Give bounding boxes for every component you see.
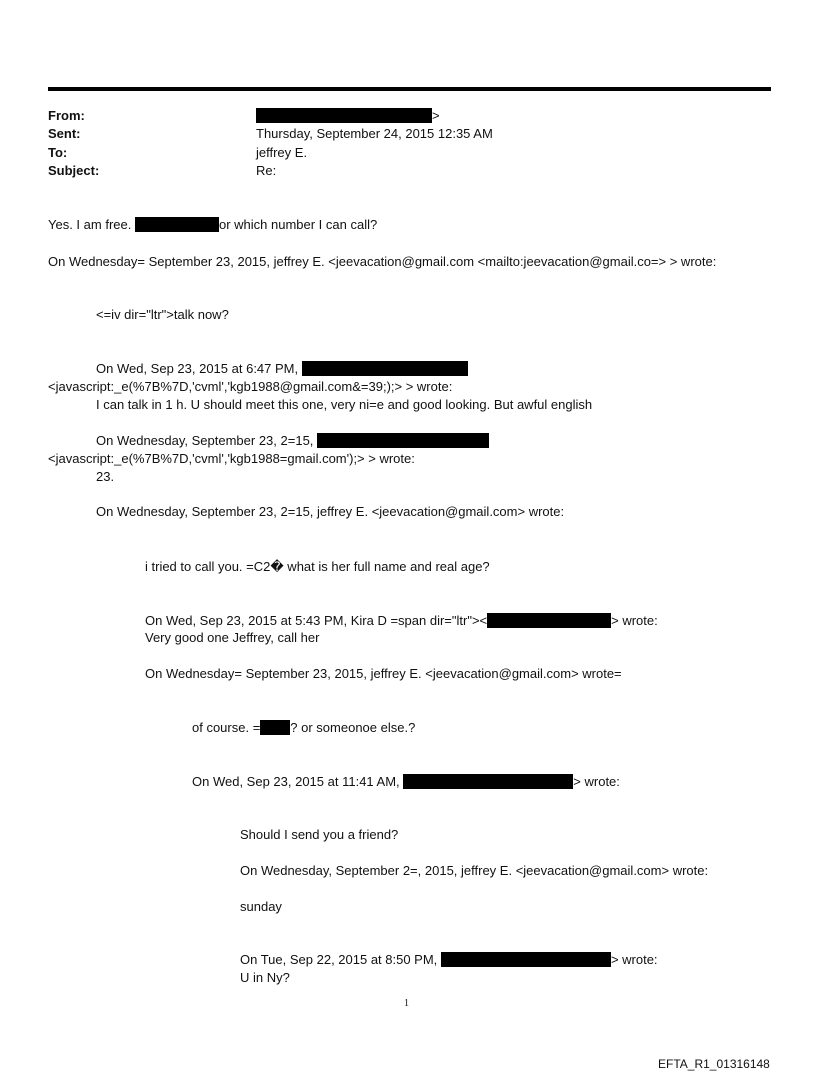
quoted-text-6-start: of course. = xyxy=(192,720,261,735)
from-label: From: xyxy=(48,108,85,123)
redaction-block xyxy=(317,433,489,448)
reply-text-start: Yes. I am free. xyxy=(48,217,132,232)
quote-header-8: On Wednesday, September 2=, 2015, jeffrey E. <jeevacation@gmail.com> wrote: xyxy=(240,863,709,878)
quote-header-9-suffix: > wrote: xyxy=(610,952,658,967)
bates-number: EFTA_R1_01316148 xyxy=(658,1057,770,1071)
reply-line xyxy=(48,217,377,233)
quoted-text-6-end: ? or someonoe else.? xyxy=(290,720,416,735)
quoted-text-6 xyxy=(192,720,415,736)
redaction-block xyxy=(403,774,573,789)
redaction-block xyxy=(260,720,290,735)
subject-value: Re: xyxy=(256,163,277,178)
reply-text-end: or which number I can call? xyxy=(218,217,378,232)
quoted-text-3: 23. xyxy=(96,469,115,484)
quote-header-9-text: On Tue, Sep 22, 2015 at 8:50 PM, xyxy=(240,952,438,967)
to-value: jeffrey E. xyxy=(256,145,308,160)
redaction-block xyxy=(256,108,432,123)
quote-header-5 xyxy=(145,613,658,629)
quote-header-7-suffix: > wrote: xyxy=(573,774,620,789)
quote-header-6: On Wednesday= September 23, 2015, jeffrey E. <jeevacation@gmail.com> wrote= xyxy=(145,666,622,681)
quote-header-5-suffix: > wrote: xyxy=(611,613,658,628)
quoted-text-9: U in Ny? xyxy=(240,970,290,985)
quote-header-9 xyxy=(240,952,658,968)
quote-header-7 xyxy=(192,774,620,790)
quoted-text-1: <=iv dir="ltr">talk now? xyxy=(96,307,229,322)
quote-header-5-text: On Wed, Sep 23, 2015 at 5:43 PM, Kira D =span dir="ltr">< xyxy=(145,613,488,628)
redaction-block xyxy=(135,217,219,232)
quote-header-4: On Wednesday, September 23, 2=15, jeffrey E. <jeevacation@gmail.com> wrote: xyxy=(96,504,565,519)
quote-header-1: On Wednesday= September 23, 2015, jeffrey E. <jeevacation@gmail.com <mailto:jeevacation@gmail.co=> > wrote: xyxy=(48,254,717,269)
quote-header-2 xyxy=(96,361,468,377)
quoted-text-7: Should I send you a friend? xyxy=(240,827,399,842)
to-label: To: xyxy=(48,145,68,160)
redaction-block xyxy=(441,952,611,967)
redaction-block xyxy=(487,613,611,628)
quote-header-2-text: On Wed, Sep 23, 2015 at 6:47 PM, xyxy=(96,361,299,376)
subject-label: Subject: xyxy=(48,163,100,178)
page-number: 1 xyxy=(404,998,409,1009)
quoted-text-8: sunday xyxy=(240,899,282,914)
quoted-text-2: I can talk in 1 h. U should meet this one, very ni=e and good looking. But awful english xyxy=(96,397,593,412)
quote-header-7-text: On Wed, Sep 23, 2015 at 11:41 AM, xyxy=(192,774,400,789)
header-rule xyxy=(48,87,771,91)
from-suffix: > xyxy=(432,108,440,123)
quoted-text-4: i tried to call you. =C2� what is her full name and real age? xyxy=(145,559,490,574)
from-value xyxy=(256,108,440,124)
quote-header-2-cont: <javascript:_e(%7B%7D,'cvml','kgb1988@gmail.com&=39;);> > wrote: xyxy=(48,379,453,394)
sent-value: Thursday, September 24, 2015 12:35 AM xyxy=(256,126,493,141)
quote-header-3-cont: <javascript:_e(%7B%7D,'cvml','kgb1988=gmail.com');> > wrote: xyxy=(48,451,415,466)
quoted-text-5: Very good one Jeffrey, call her xyxy=(145,630,320,645)
redaction-block xyxy=(302,361,468,376)
sent-label: Sent: xyxy=(48,126,81,141)
quote-header-3 xyxy=(96,433,489,449)
quote-header-3-text: On Wednesday, September 23, 2=15, xyxy=(96,433,314,448)
